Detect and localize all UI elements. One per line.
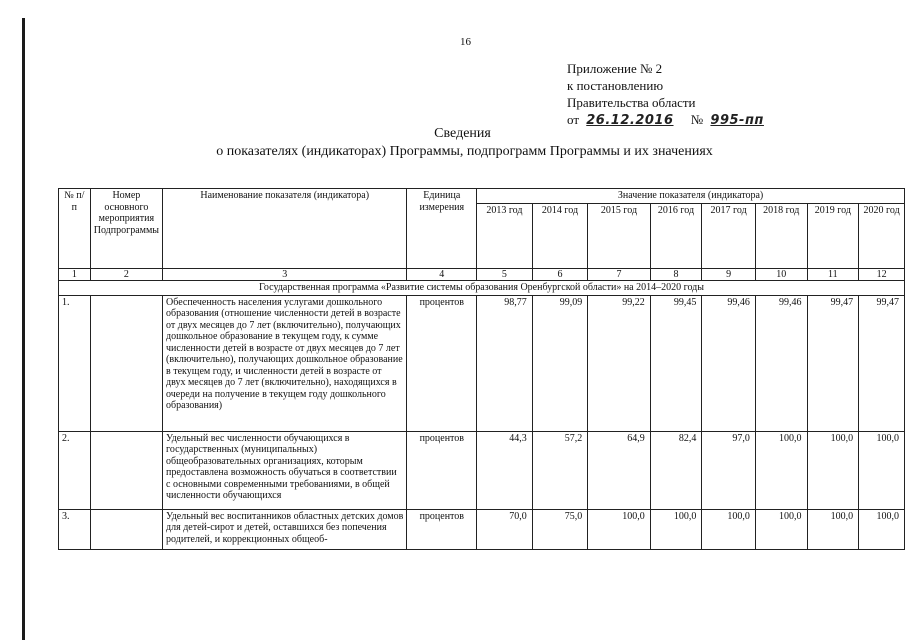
header-year: 2014 год: [532, 203, 588, 268]
table-row: [59, 431, 905, 509]
row-value: 64,9: [588, 431, 650, 509]
header-year: 2020 год: [859, 203, 905, 268]
column-number: 1: [59, 268, 91, 281]
indicators-table: [58, 188, 905, 550]
handwritten-number: 995-пп: [710, 113, 764, 128]
row-value: 70,0: [477, 509, 533, 549]
header-year: 2015 год: [588, 203, 650, 268]
appendix-block: [567, 60, 764, 129]
number-prefix: №: [690, 112, 704, 127]
date-prefix: от: [567, 112, 580, 127]
row-num: 3.: [59, 509, 91, 549]
header-unit: Единица измерения: [407, 189, 477, 269]
binder-edge: [22, 18, 25, 640]
row-num: 1.: [59, 295, 91, 431]
column-number: 3: [163, 268, 407, 281]
appendix-line-1: Приложение № 2: [567, 61, 663, 76]
column-number: 9: [702, 268, 756, 281]
row-value: 99,22: [588, 295, 650, 431]
row-value: 99,46: [702, 295, 756, 431]
row-value: 100,0: [859, 509, 905, 549]
row-unit: процентов: [407, 431, 477, 509]
header-num: № п/п: [59, 189, 91, 269]
column-number: 5: [477, 268, 533, 281]
row-unit: процентов: [407, 509, 477, 549]
row-name: Обеспеченность населения услугами дошкольного образования (отношение численности детей в возрасте от двух месяцев до 7 лет (включительно), получающих дошкольное образование в текущем году, к сумме численности детей в возрасте от двух месяцев до 7 лет (включительно), получающих дошкольное образование в текущем году, и численности детей в возрасте от двух месяцев до 7 лет (включительно), находящихся в очереди на получение в текущем году дошкольного образования): [163, 295, 407, 431]
column-number: 11: [807, 268, 859, 281]
row-measure: [90, 295, 162, 431]
row-value: 100,0: [755, 431, 807, 509]
table-row: [59, 509, 905, 549]
row-num: 2.: [59, 431, 91, 509]
table-row: [59, 295, 905, 431]
program-title-row: [59, 281, 905, 296]
row-value: 57,2: [532, 431, 588, 509]
column-number: 6: [532, 268, 588, 281]
program-title: Государственная программа «Развитие системы образования Оренбургской области» на 2014–2020 годы: [59, 281, 905, 296]
row-value: 100,0: [807, 509, 859, 549]
row-value: 99,46: [755, 295, 807, 431]
row-value: 99,45: [650, 295, 702, 431]
row-value: 99,09: [532, 295, 588, 431]
column-number-row: [59, 268, 905, 281]
document-subtitle: о показателях (индикаторах) Программы, подпрограмм Программы и их значениях: [216, 144, 713, 159]
column-number: 8: [650, 268, 702, 281]
appendix-line-2: к постановлению: [567, 78, 664, 93]
header-name: Наименование показателя (индикатора): [163, 189, 407, 269]
row-value: 100,0: [702, 509, 756, 549]
row-value: 99,47: [807, 295, 859, 431]
page-number: 16: [460, 36, 471, 48]
row-value: 100,0: [859, 431, 905, 509]
column-number: 12: [859, 268, 905, 281]
appendix-line-3: Правительства области: [567, 95, 696, 110]
row-value: 100,0: [650, 509, 702, 549]
row-measure: [90, 431, 162, 509]
column-number: 7: [588, 268, 650, 281]
row-name: Удельный вес воспитанников областных детских домов для детей-сирот и детей, оставшихся без попечения родителей, и коррекционных общеоб-: [163, 509, 407, 549]
header-year: 2017 год: [702, 203, 756, 268]
row-name: Удельный вес численности обучающихся в государственных (муниципальных) общеобразовательных организациях, которым предоставлена возможность обучаться в соответствии с основными современными требованиями, в общей численности обучающихся: [163, 431, 407, 509]
column-number: 4: [407, 268, 477, 281]
column-number: 2: [90, 268, 162, 281]
row-value: 44,3: [477, 431, 533, 509]
row-value: 99,47: [859, 295, 905, 431]
header-year: 2013 год: [477, 203, 533, 268]
header-values: Значение показателя (индикатора): [477, 189, 905, 204]
row-value: 100,0: [807, 431, 859, 509]
header-year: 2019 год: [807, 203, 859, 268]
row-measure: [90, 509, 162, 549]
row-value: 75,0: [532, 509, 588, 549]
row-value: 100,0: [755, 509, 807, 549]
row-value: 82,4: [650, 431, 702, 509]
row-value: 97,0: [702, 431, 756, 509]
row-value: 100,0: [588, 509, 650, 549]
row-value: 98,77: [477, 295, 533, 431]
header-year: 2016 год: [650, 203, 702, 268]
document-title: Сведения: [434, 126, 491, 141]
row-unit: процентов: [407, 295, 477, 431]
header-measure: Номер основного мероприятия Подпрограммы: [90, 189, 162, 269]
handwritten-date: 26.12.2016: [586, 113, 674, 128]
header-year: 2018 год: [755, 203, 807, 268]
column-number: 10: [755, 268, 807, 281]
